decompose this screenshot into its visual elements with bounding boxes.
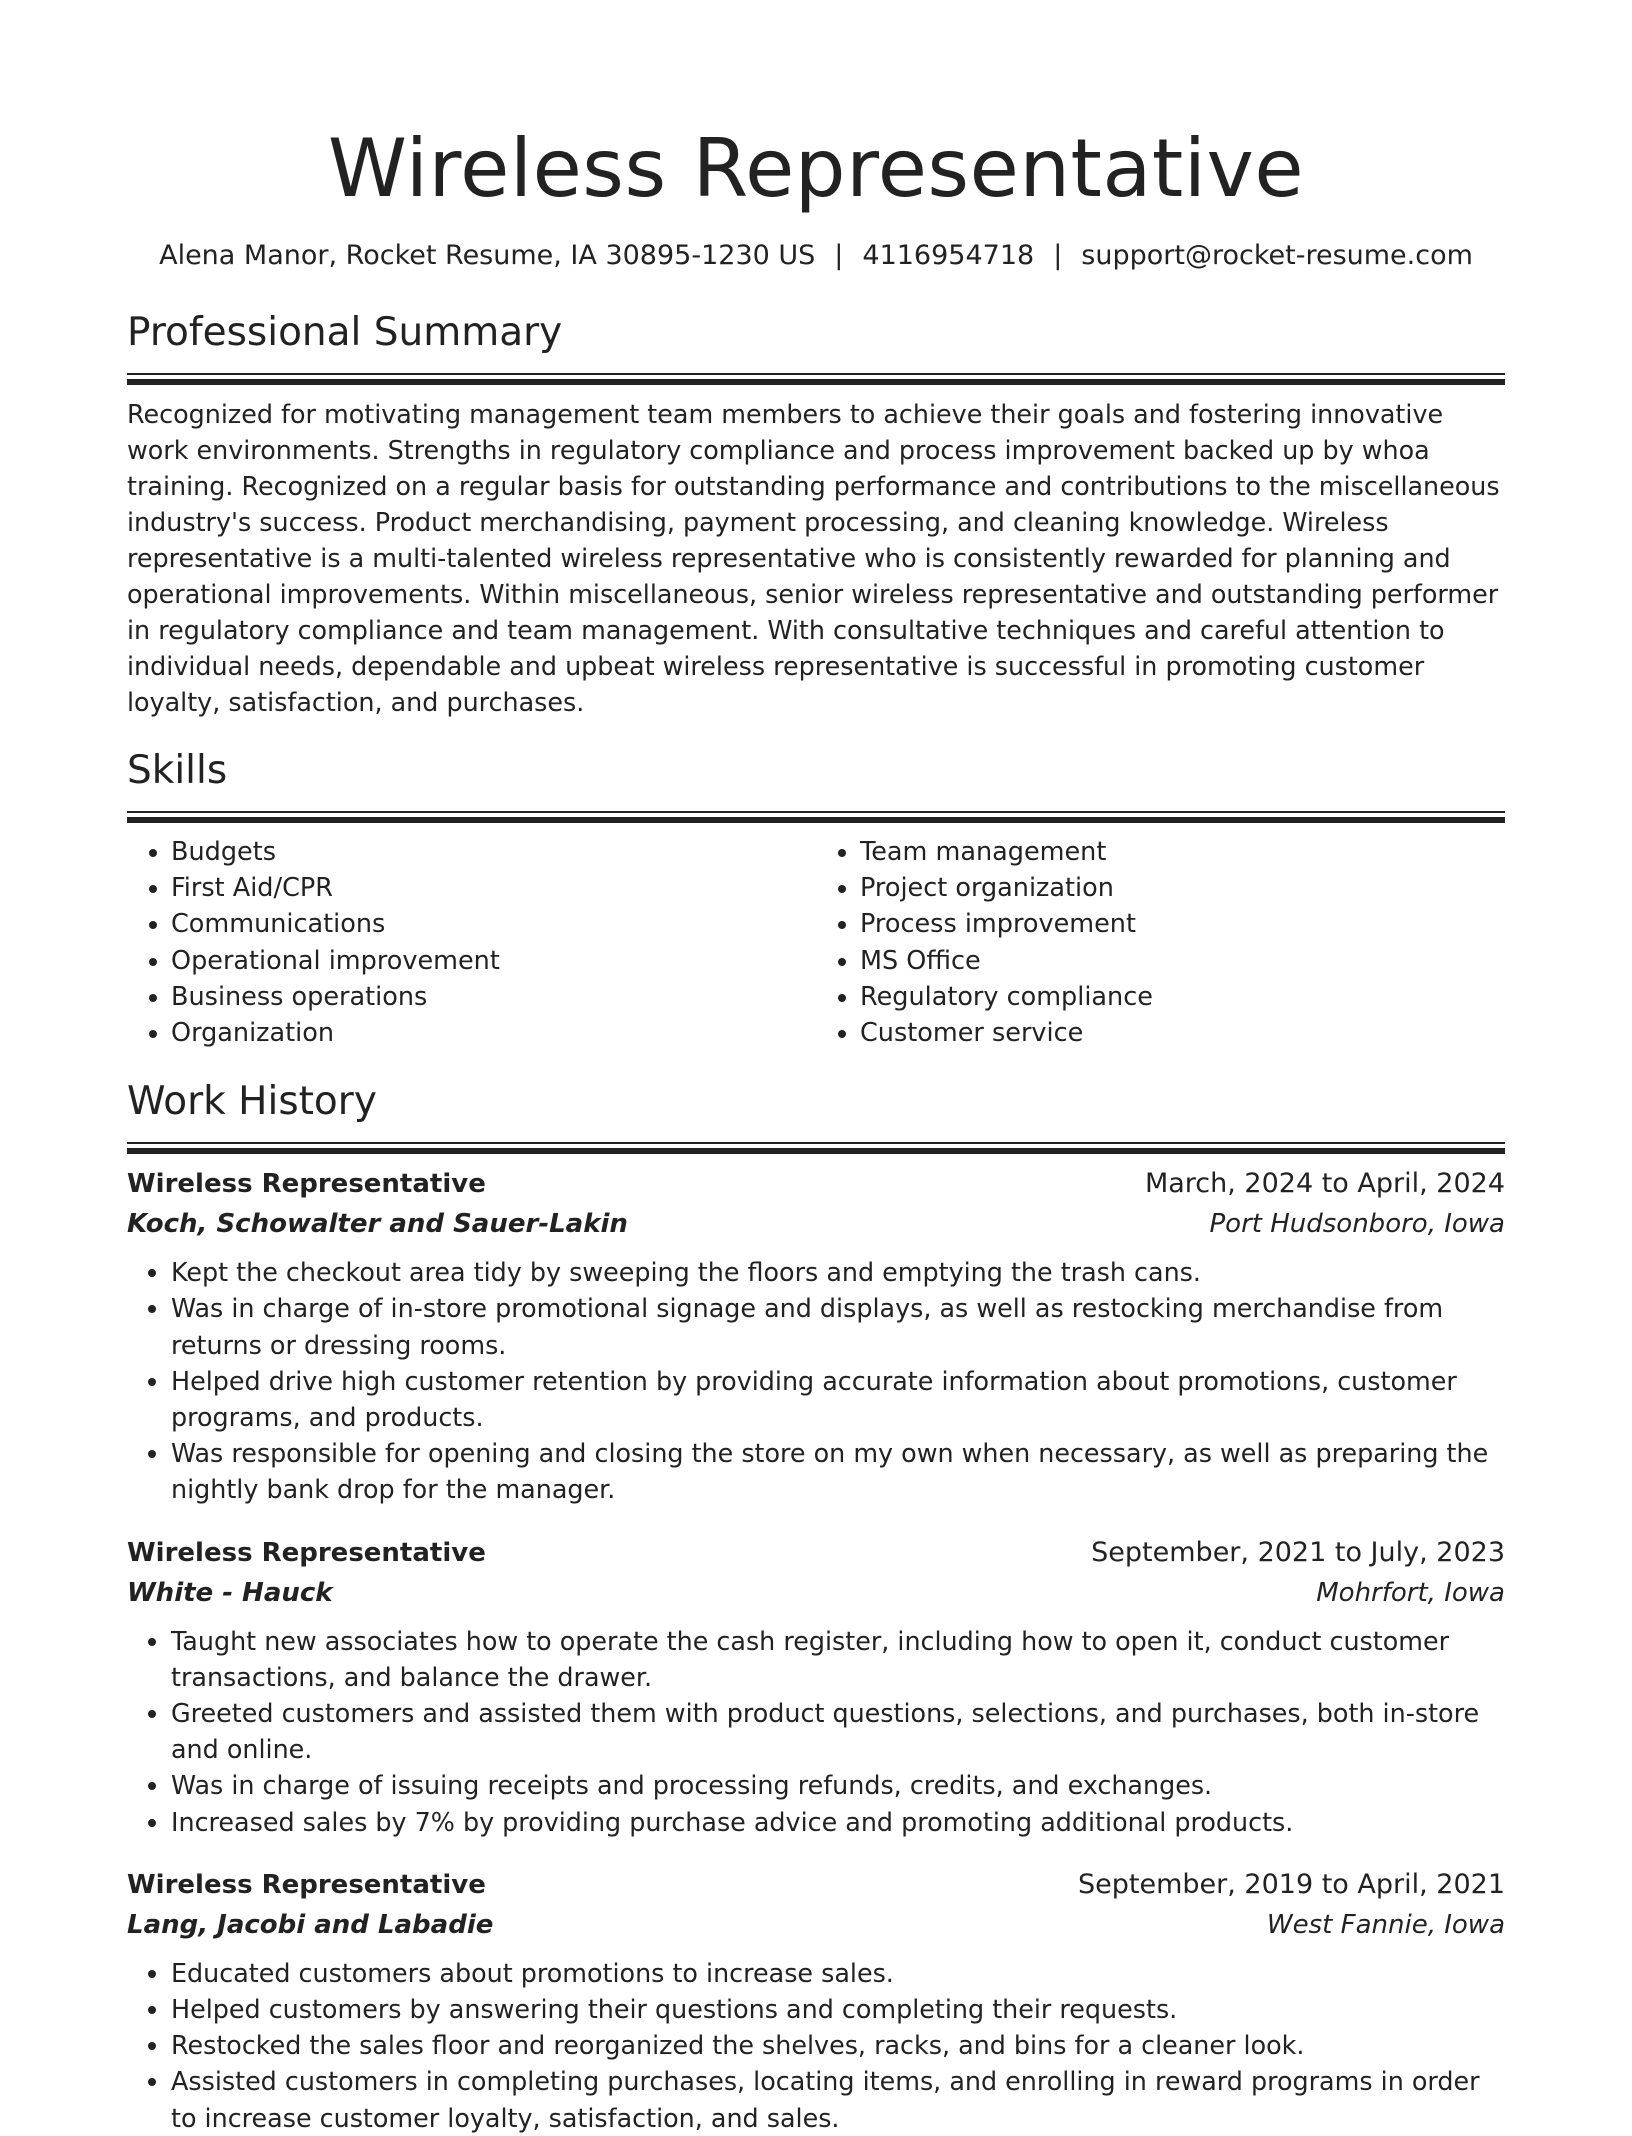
job-bullet: • Helped drive high customer retention by providing accurate information about promotions, customer programs, and products. <box>171 1363 1505 1435</box>
job-location: West Fannie, Iowa <box>1266 1909 1505 1940</box>
job-header-row <box>127 1533 1505 1573</box>
skill-item: • First Aid/CPR <box>171 870 816 906</box>
job-company: Lang, Jacobi and Labadie <box>127 1909 494 1940</box>
skill-item: • Operational improvement <box>171 943 816 979</box>
summary-section <box>127 308 1505 720</box>
skill-item: • MS Office <box>860 943 1505 979</box>
section-divider <box>127 1142 1505 1152</box>
skill-item: • Organization <box>171 1015 816 1051</box>
skill-item: • Business operations <box>171 979 816 1015</box>
job-dates: September, 2021 to July, 2023 <box>1091 1536 1505 1568</box>
skills-section <box>127 746 1505 1051</box>
job-entry <box>127 1865 1505 2136</box>
contact-separator: | <box>1053 240 1063 271</box>
contact-email[interactable]: support@rocket-resume.com <box>1081 240 1473 271</box>
job-location: Port Hudsonboro, Iowa <box>1209 1209 1505 1240</box>
skill-item: • Budgets <box>171 834 816 870</box>
job-header-row <box>127 1164 1505 1204</box>
job-bullet: • Kept the checkout area tidy by sweeping the floors and emptying the trash cans. <box>171 1254 1505 1290</box>
job-company: White - Hauck <box>127 1577 333 1608</box>
skills-list-right <box>816 834 1505 1051</box>
contact-address: Alena Manor, Rocket Resume, IA 30895-1230 US <box>159 240 816 271</box>
job-bullet: • Was in charge of in-store promotional signage and displays, as well as restocking merchandise from returns or dressing rooms. <box>171 1290 1505 1362</box>
job-bullets <box>127 1254 1505 1507</box>
job-company-row <box>127 1573 1505 1613</box>
section-title-skills: Skills <box>127 748 228 793</box>
job-company-row <box>127 1204 1505 1244</box>
skill-item: • Customer service <box>860 1015 1505 1051</box>
job-company: Koch, Schowalter and Sauer-Lakin <box>127 1209 628 1240</box>
contact-separator: | <box>834 240 844 271</box>
job-header-row <box>127 1865 1505 1905</box>
job-bullet: • Greeted customers and assisted them with product questions, selections, and purchases, both in-store and online. <box>171 1695 1505 1767</box>
job-bullet: • Was responsible for opening and closing the store on my own when necessary, as well as preparing the nightly bank drop for the manager. <box>171 1435 1505 1507</box>
skill-item: • Process improvement <box>860 906 1505 942</box>
job-bullet: • Was in charge of issuing receipts and processing refunds, credits, and exchanges. <box>171 1767 1505 1803</box>
job-bullet: • Increased sales by 7% by providing purchase advice and promoting additional products. <box>171 1804 1505 1840</box>
job-dates: March, 2024 to April, 2024 <box>1144 1168 1505 1200</box>
work-history-section <box>127 1077 1505 2136</box>
contact-phone: 4116954718 <box>862 240 1035 271</box>
section-divider <box>127 811 1505 821</box>
skills-list-left <box>127 834 816 1051</box>
job-entry <box>127 1164 1505 1507</box>
section-title-work-history: Work History <box>127 1079 377 1125</box>
job-title: Wireless Representative <box>127 1169 486 1200</box>
job-bullet: • Assisted customers in completing purchases, locating items, and enrolling in reward programs in order to increase customer loyalty, satisfaction, and sales. <box>171 2063 1505 2135</box>
job-title: Wireless Representative <box>127 1869 486 1900</box>
job-bullets <box>127 1955 1505 2136</box>
skill-item: • Project organization <box>860 870 1505 906</box>
job-location: Mohrfort, Iowa <box>1316 1577 1505 1608</box>
job-bullets <box>127 1623 1505 1840</box>
job-dates: September, 2019 to April, 2021 <box>1078 1868 1505 1900</box>
job-bullet: • Taught new associates how to operate the cash register, including how to open it, conduct customer transactions, and balance the drawer. <box>171 1623 1505 1695</box>
summary-text: Recognized for motivating management team members to achieve their goals and fostering innovative work environments. Strengths in regulatory compliance and process improvement backed up by whoa training. Recognized on a regular basis for outstanding performance and contributions to the miscellaneous industry's success. Product merchandising, payment processing, and cleaning knowledge. Wireless representative is a multi-talented wireless representative who is consistently rewarded for planning and operational improvements. Within miscellaneous, senior wireless representative and outstanding performer in regulatory compliance and team management. With consultative techniques and careful attention to individual needs, dependable and upbeat wireless representative is successful in promoting customer loyalty, satisfaction, and purchases. <box>127 399 1500 717</box>
resume-name: Wireless Representative <box>327 122 1305 215</box>
skills-columns <box>127 834 1505 1051</box>
job-bullet: • Restocked the sales floor and reorganized the shelves, racks, and bins for a cleaner look. <box>171 2027 1505 2063</box>
job-title: Wireless Representative <box>127 1537 486 1568</box>
section-title-summary: Professional Summary <box>127 310 563 355</box>
job-entry <box>127 1533 1505 1840</box>
contact-line <box>127 238 1505 274</box>
skill-item: • Team management <box>860 834 1505 870</box>
skill-item: • Communications <box>171 906 816 942</box>
job-company-row <box>127 1905 1505 1945</box>
section-divider <box>127 373 1505 383</box>
job-bullet: • Helped customers by answering their questions and completing their requests. <box>171 1991 1505 2027</box>
skill-item: • Regulatory compliance <box>860 979 1505 1015</box>
job-bullet: • Educated customers about promotions to increase sales. <box>171 1955 1505 1991</box>
